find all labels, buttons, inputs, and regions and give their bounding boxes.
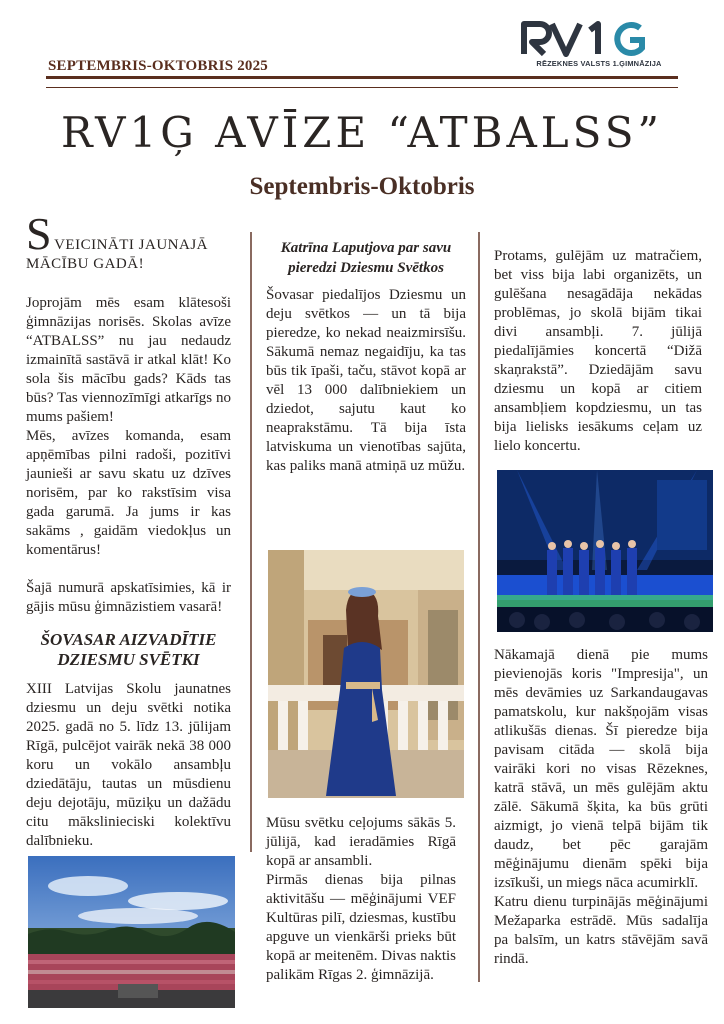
welcome-paragraph-2: Mēs, avīzes komanda, esam apņēmības pilni radoši, pozitīvi jaunieši ar savu skatu uz dzīves norisēm, par ko rakstīsim visa gada garumā. Ja jums ir kas sakāms , gaidām viedokļus un komentārus!: [26, 428, 231, 558]
column-2-lower: [266, 814, 456, 985]
newspaper-subtitle: Septembris-Oktobris: [249, 173, 475, 200]
interview-paragraph-3: Pirmās dienas bija pilnas aktivitāšu — mēģinājumi VEF Kultūras pilī, dziesmas, kustību apguve un vienkārši prieks būt kopā ar meitenēm. Divas naktis palikām Rīgas 2. ģimnāzijā.: [266, 872, 456, 983]
school-logo: [520, 18, 676, 74]
logo-subtitle: RĒZEKNES VALSTS 1.ĢIMNĀZIJA: [536, 59, 662, 68]
girl-in-blue-dress-photo: [268, 550, 464, 798]
column-2: [266, 238, 466, 476]
stage-performance-photo: [497, 470, 713, 632]
welcome-heading: [26, 208, 231, 274]
interview-paragraph-1: Šovasar piedalījos Dziesmu un deju svētkos — un tā bija pieredze, ko nekad neaizmirsīšu. Sākumā nemaz negaidīju, ka tas būs tik īpaši, taču, stāvot kopā ar vēl 13 000 dalībniekiem un dziedot, sajutu kaut ko neaprakstāmu. Tā bija īsta latviskuma un vienotības sajūta, kas paliks manā atmiņā uz mūžu.: [266, 287, 466, 474]
column-divider-left: [250, 232, 252, 852]
col3-paragraph-2: Nākamajā dienā pie mums pievienojās koris "Impresija", un mēs devāmies uz Sarkandaugavas pamatskolu, kur nakšņojām visas atlikušās dienas. Šī pieredze bija pavisam citāda — skolā bija vairāki kori no visas Rēzeknes, katrā stāvā, un mēs gulējām aktu zālē. Sākumā šķita, ka būs grūti aizmigt, jo vienā telpā bijām tik daudz, bet pēc garajām mēģinājumu dienām spēki bija izsīkuši, un miegs nāca acumirklī.: [494, 647, 708, 891]
column-3: [494, 247, 702, 456]
welcome-paragraph-1: Joprojām mēs esam klātesoši ģimnāzijas norisēs. Skolas avīze “ATBALSS” nu jau nedaudz izmainītā sastāvā ir atkal klāt! Ko sola šis mācību gads? Kāds tas būs? Tas viennozīmīgi atkarīgs no mums pašiem!: [26, 295, 231, 425]
issue-date: SEPTEMBRIS-OKTOBRIS 2025: [48, 58, 268, 74]
column-1: [26, 208, 231, 851]
interview-paragraph-2: Mūsu svētku ceļojums sākās 5. jūlijā, kad ieradāmies Rīgā kopā ar ansambli.: [266, 815, 456, 869]
festival-paragraph: XIII Latvijas Skolu jaunatnes dziesmu un deju svētki notika 2025. gadā no 5. līdz 13. jūlijam Rīgā, pulcējot vairāk nekā 38 000 koru un vokālo ansambļu dziedātāju, tautas un mūsdienu deju dejotāju, mūziķu un dažādu citu mākslinieciski kolektīvu dalībnieku.: [26, 681, 231, 849]
column-divider-right: [478, 232, 480, 982]
section-heading: ŠOVASAR AIZVADĪTIE DZIESMU SVĒTKI: [40, 630, 217, 669]
col3-paragraph-1: Protams, gulējām uz matračiem, bet viss bija labi organizēts, un gulēšana nesagādāja nekādas problēmas, jo skolā bijām tikai divi ansambļi. 7. jūlijā piedalījāmies koncertā “Dižā skaņrakstā”. Dziedājām savu dziesmu un kopā ar citiem ansambļiem kopdziesmu, un tas bija lielisks iesākums ceļam uz lielo koncertu.: [494, 248, 702, 454]
column-3-lower: [494, 646, 708, 969]
stadium-festival-photo: [28, 856, 235, 1008]
welcome-paragraph-3: Šajā numurā apskatīsimies, kā ir gājis mūsu ģimnāzistiem vasarā!: [26, 580, 231, 615]
dropcap: S: [26, 208, 53, 259]
welcome-heading-text: VEICINĀTI JAUNAJĀ MĀCĪBU GADĀ!: [26, 237, 208, 272]
col3-paragraph-3: Katru dienu turpinājās mēģinājumi Mežaparka estrādē. Mūs sadalīja pa balsīm, un katrs stāvējām savā rindā.: [494, 894, 708, 967]
newspaper-title: RV1Ģ AVĪZE “ATBALSS”: [61, 108, 663, 157]
header-rule-thin: [46, 87, 678, 88]
header-rule-thick: [46, 76, 678, 79]
interview-heading: Katrīna Laputjova par savu pieredzi Dziesmu Svētkos: [280, 240, 452, 276]
